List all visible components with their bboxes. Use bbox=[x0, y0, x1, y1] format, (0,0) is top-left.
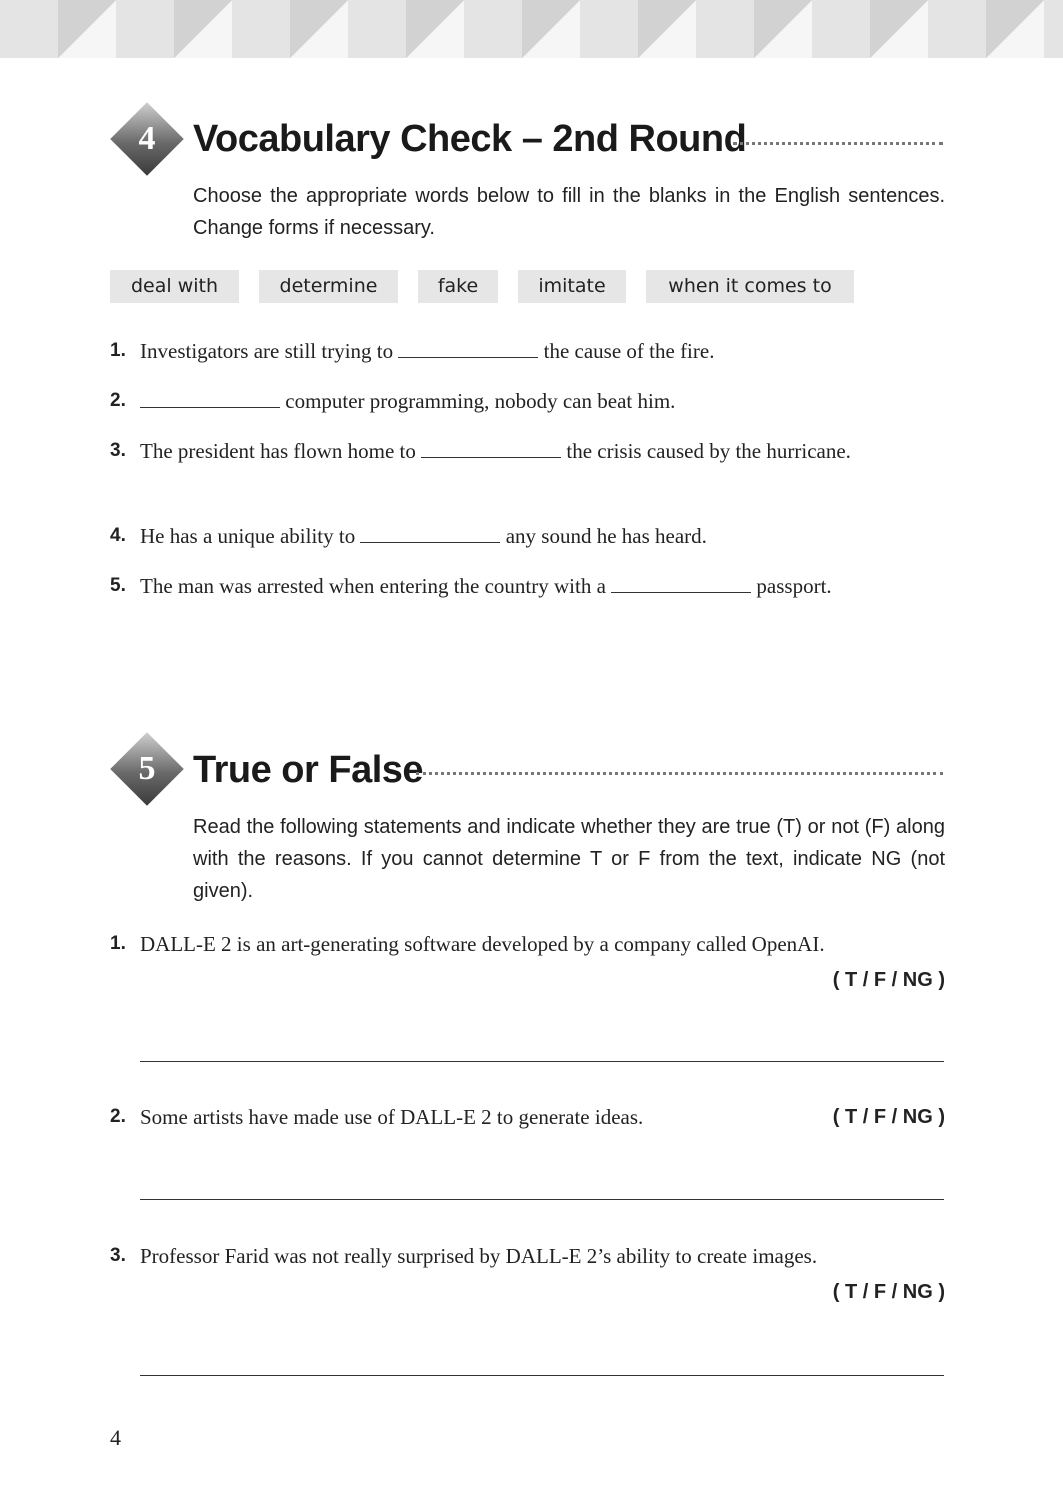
vocab-item bbox=[110, 568, 870, 604]
vocab-item bbox=[110, 383, 870, 419]
word-chip: deal with bbox=[110, 270, 239, 303]
item-number: 4. bbox=[110, 525, 126, 546]
page-number: 4 bbox=[110, 1425, 121, 1450]
tf-choice[interactable]: ( T / F / NG ) bbox=[832, 1281, 945, 1303]
tf-item bbox=[110, 1238, 945, 1303]
answer-blank[interactable] bbox=[360, 524, 500, 543]
section-title: True or False bbox=[193, 749, 424, 791]
tf-item bbox=[110, 926, 945, 991]
instructions: Read the following statements and indicate whether they are true (T) or not (F) along with the reasons. If you cannot determine T or F from the text, indicate NG (not given). bbox=[193, 816, 945, 902]
word-chip: determine bbox=[259, 270, 398, 303]
sentence-part: passport. bbox=[756, 574, 832, 598]
tf-item bbox=[110, 1099, 945, 1135]
sentence-part: Investigators are still trying to bbox=[140, 339, 394, 363]
item-number: 3. bbox=[110, 440, 126, 461]
reason-answer-line[interactable] bbox=[140, 1375, 944, 1376]
reason-answer-line[interactable] bbox=[140, 1061, 944, 1062]
item-number: 5. bbox=[110, 575, 126, 596]
section-number: 4 bbox=[138, 120, 156, 157]
item-number: 1. bbox=[110, 933, 126, 954]
tf-choice[interactable]: ( T / F / NG ) bbox=[832, 1106, 945, 1128]
item-number: 1. bbox=[110, 340, 126, 361]
reason-answer-line[interactable] bbox=[140, 1199, 944, 1200]
statement-text: Professor Farid was not really surprised by DALL-E 2’s ability to create images. bbox=[140, 1244, 818, 1268]
section-title: Vocabulary Check – 2nd Round bbox=[193, 118, 747, 160]
word-chip: imitate bbox=[518, 270, 626, 303]
title-divider bbox=[416, 772, 943, 775]
sentence-part: computer programming, nobody can beat him. bbox=[285, 389, 676, 413]
sentence-part: The man was arrested when entering the country with a bbox=[140, 574, 606, 598]
item-number: 2. bbox=[110, 1106, 126, 1127]
answer-blank[interactable] bbox=[421, 439, 561, 458]
section-4-badge bbox=[110, 102, 184, 176]
sentence-part: any sound he has heard. bbox=[505, 524, 707, 548]
answer-blank[interactable] bbox=[398, 339, 538, 358]
item-number: 2. bbox=[110, 390, 126, 411]
vocab-item bbox=[110, 518, 870, 554]
answer-blank[interactable] bbox=[611, 574, 751, 593]
sentence-part: He has a unique ability to bbox=[140, 524, 356, 548]
section-5-badge bbox=[110, 732, 184, 806]
vocab-item bbox=[110, 333, 870, 369]
tf-choice[interactable]: ( T / F / NG ) bbox=[832, 969, 945, 991]
word-chip: fake bbox=[418, 270, 498, 303]
section-number: 5 bbox=[138, 750, 156, 787]
sentence-part: The president has flown home to bbox=[140, 439, 416, 463]
statement-text: DALL-E 2 is an art-generating software developed by a company called OpenAI. bbox=[140, 932, 825, 956]
answer-blank[interactable] bbox=[140, 389, 280, 408]
sentence-part: the cause of the fire. bbox=[543, 339, 715, 363]
statement-text: Some artists have made use of DALL-E 2 to generate ideas. bbox=[140, 1105, 644, 1129]
title-divider bbox=[733, 142, 943, 145]
sentence-part: the crisis caused by the hurricane. bbox=[566, 439, 851, 463]
header-decoration bbox=[0, 0, 1063, 58]
vocab-item bbox=[110, 433, 870, 469]
instructions: Choose the appropriate words below to fill in the blanks in the English sentences. Change forms if necessary. bbox=[193, 185, 945, 239]
item-number: 3. bbox=[110, 1245, 126, 1266]
word-chip: when it comes to bbox=[646, 270, 854, 303]
